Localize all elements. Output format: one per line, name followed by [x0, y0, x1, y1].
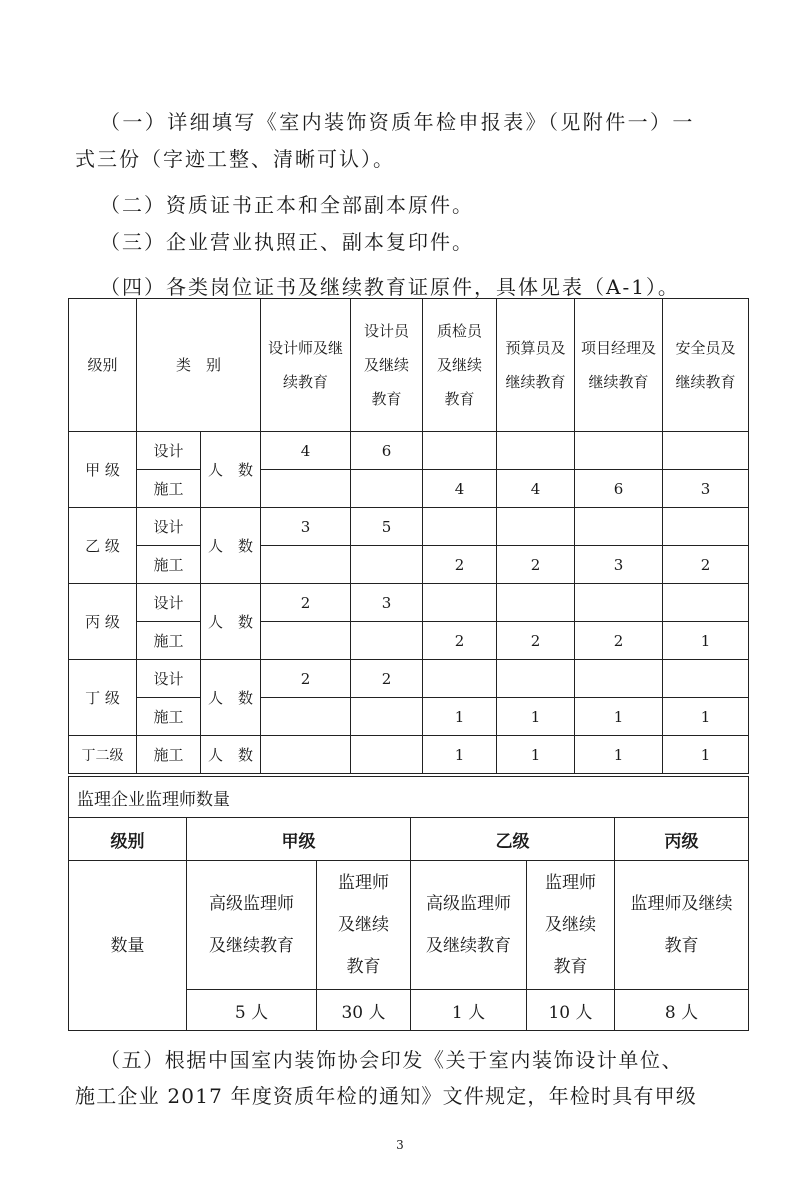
- row-label-design: 设计: [137, 584, 201, 622]
- sub-header: 监理师 及继续 教育: [317, 861, 411, 990]
- cell: 3: [261, 508, 351, 546]
- table-row: [69, 736, 749, 774]
- cell: [261, 546, 351, 584]
- header-grade-c: 丙级: [615, 818, 749, 861]
- cell: 1: [663, 622, 749, 660]
- cell: [575, 660, 663, 698]
- cell: 2: [663, 546, 749, 584]
- level-name: 甲 级: [69, 432, 137, 508]
- cell: [351, 546, 423, 584]
- table-row: [69, 622, 749, 660]
- paragraph-3: （三）企业营业执照正、副本复印件。: [100, 230, 474, 254]
- cell: [351, 470, 423, 508]
- certificate-table: [68, 298, 749, 774]
- row-label-construction: 施工: [137, 622, 201, 660]
- table-row: [69, 546, 749, 584]
- cell: 2: [575, 622, 663, 660]
- sub-header: 监理师及继续 教育: [615, 861, 749, 990]
- level-name: 丁二级: [69, 736, 137, 774]
- table-row: [69, 698, 749, 736]
- level-name: 丁 级: [69, 660, 137, 736]
- header-grade-a: 甲级: [187, 818, 411, 861]
- cell: 2: [497, 622, 575, 660]
- supervision-sub-row: [69, 861, 749, 990]
- table-row: [69, 432, 749, 470]
- cell: [575, 508, 663, 546]
- row-label-design: 设计: [137, 432, 201, 470]
- header-grade-b: 乙级: [411, 818, 615, 861]
- cell: [663, 432, 749, 470]
- cell: 6: [575, 470, 663, 508]
- page-number: 3: [396, 1138, 404, 1152]
- cell: 1: [663, 698, 749, 736]
- cell: 10 人: [527, 990, 615, 1031]
- cell: [351, 698, 423, 736]
- cell: [351, 622, 423, 660]
- level-name: 丙 级: [69, 584, 137, 660]
- row-label-design: 设计: [137, 508, 201, 546]
- table-row: [69, 584, 749, 622]
- row-label-count: 人 数: [201, 432, 261, 508]
- cell: 4: [261, 432, 351, 470]
- cell: [423, 432, 497, 470]
- cell: [261, 736, 351, 774]
- cell: 1: [497, 736, 575, 774]
- cell: 3: [663, 470, 749, 508]
- cell: [575, 584, 663, 622]
- supervision-label-row: [69, 777, 749, 818]
- cell: 2: [423, 622, 497, 660]
- cell: [423, 584, 497, 622]
- cell: 1: [575, 698, 663, 736]
- cell: 8 人: [615, 990, 749, 1031]
- cell: [497, 584, 575, 622]
- cell: 2: [423, 546, 497, 584]
- paragraph-1-cont: 式三份（字迹工整、清晰可认）。: [75, 147, 395, 171]
- sub-header: 高级监理师 及继续教育: [187, 861, 317, 990]
- cell: 1: [663, 736, 749, 774]
- table-header-row: [69, 299, 749, 432]
- cell: [663, 508, 749, 546]
- cell: [663, 584, 749, 622]
- cell: [497, 660, 575, 698]
- cell: 1: [423, 698, 497, 736]
- row-label-count: 人 数: [201, 584, 261, 660]
- cell: [423, 508, 497, 546]
- cell: 3: [351, 584, 423, 622]
- supervision-label: 监理企业监理师数量: [69, 777, 749, 818]
- cell: [663, 660, 749, 698]
- cell: [261, 698, 351, 736]
- header-category: 类 别: [137, 299, 261, 432]
- paragraph-4: （四）各类岗位证书及继续教育证原件，具体见表（A-1）。: [100, 275, 680, 299]
- header-level: 级别: [69, 818, 187, 861]
- cell: 6: [351, 432, 423, 470]
- cell: [261, 622, 351, 660]
- header-col-designer: 设计师及继 续教育: [261, 299, 351, 432]
- cell: 1: [575, 736, 663, 774]
- supervision-header-row: [69, 818, 749, 861]
- cell: [575, 432, 663, 470]
- sub-header: 监理师 及继续 教育: [527, 861, 615, 990]
- cell: 2: [351, 660, 423, 698]
- cell: 2: [261, 584, 351, 622]
- cell: [497, 432, 575, 470]
- header-col-pm: 项目经理及 继续教育: [575, 299, 663, 432]
- row-label-construction: 施工: [137, 736, 201, 774]
- cell: 5 人: [187, 990, 317, 1031]
- cell: 1 人: [411, 990, 527, 1031]
- cell: [423, 660, 497, 698]
- header-col-quality: 质检员 及继续 教育: [423, 299, 497, 432]
- cell: 30 人: [317, 990, 411, 1031]
- sub-header: 高级监理师 及继续教育: [411, 861, 527, 990]
- header-col-design-staff: 设计员 及继续 教育: [351, 299, 423, 432]
- table-row: [69, 508, 749, 546]
- paragraph-2: （二）资质证书正本和全部副本原件。: [100, 193, 474, 217]
- header-col-safety: 安全员及 继续教育: [663, 299, 749, 432]
- row-label-design: 设计: [137, 660, 201, 698]
- cell: 2: [497, 546, 575, 584]
- table-row: [69, 660, 749, 698]
- cell: [261, 470, 351, 508]
- table-row: [69, 470, 749, 508]
- row-label-construction: 施工: [137, 470, 201, 508]
- level-name: 乙 级: [69, 508, 137, 584]
- cell: 5: [351, 508, 423, 546]
- cell: 1: [423, 736, 497, 774]
- cell: 2: [261, 660, 351, 698]
- paragraph-1: （一）详细填写《室内装饰资质年检申报表》（见附件一）一: [100, 110, 695, 134]
- cell: [497, 508, 575, 546]
- row-label-count: 人 数: [201, 660, 261, 736]
- row-label-construction: 施工: [137, 698, 201, 736]
- cell: [351, 736, 423, 774]
- header-level: 级别: [69, 299, 137, 432]
- cell: 4: [423, 470, 497, 508]
- paragraph-5-cont: 施工企业 2017 年度资质年检的通知》文件规定，年检时具有甲级: [75, 1084, 698, 1108]
- cell: 1: [497, 698, 575, 736]
- cell: 4: [497, 470, 575, 508]
- count-label: 数量: [69, 861, 187, 1031]
- row-label-count: 人 数: [201, 508, 261, 584]
- row-label-count: 人 数: [201, 736, 261, 774]
- cell: 3: [575, 546, 663, 584]
- row-label-construction: 施工: [137, 546, 201, 584]
- supervision-table: [68, 776, 749, 1031]
- header-col-budget: 预算员及 继续教育: [497, 299, 575, 432]
- paragraph-5: （五）根据中国室内装饰协会印发《关于室内装饰设计单位、: [100, 1048, 684, 1072]
